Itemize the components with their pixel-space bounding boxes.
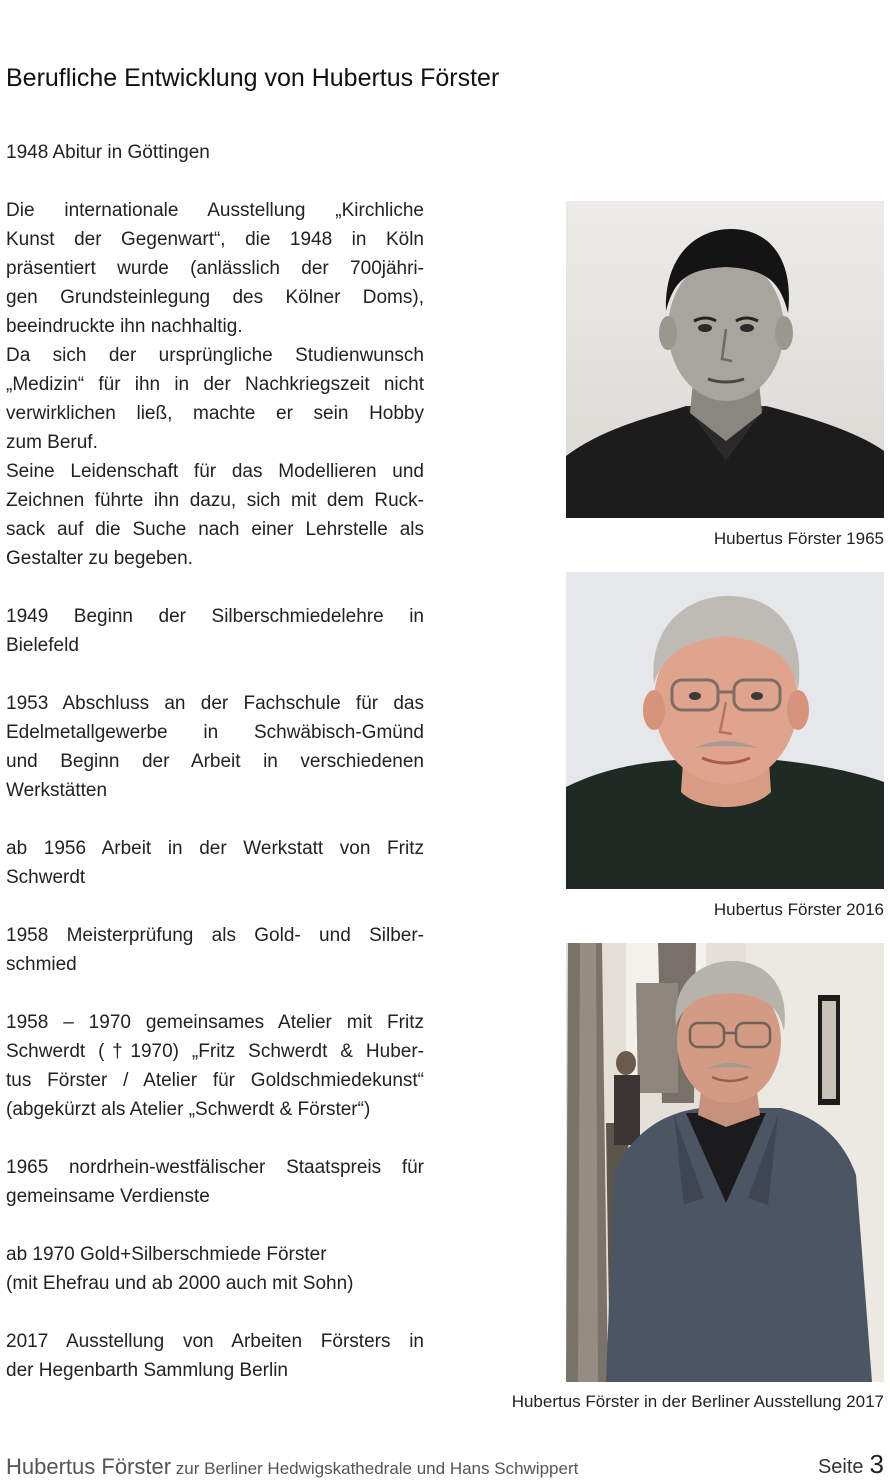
biography-entry [6, 1008, 424, 1124]
biography-entry [6, 1240, 424, 1298]
entry-spacer [6, 167, 424, 196]
text-line: schmied [6, 954, 77, 975]
biography-entry [6, 1153, 424, 1211]
entry-spacer [6, 805, 424, 834]
page-title: Berufliche Entwicklung von Hubertus Förster [6, 64, 500, 92]
biography-entry [6, 689, 424, 805]
portrait-2016-image [566, 572, 884, 889]
entry-spacer [6, 660, 424, 689]
text-line: Seine Leidenschaft für das Modellieren und [6, 461, 424, 482]
page-label: Seite [817, 1456, 864, 1478]
text-line: Schwerdt (†1970) „Fritz Schwerdt & Huber- [6, 1041, 424, 1062]
biography-entry [6, 921, 424, 979]
text-line: präsentiert wurde (anlässlich der 700jähri- [6, 258, 424, 279]
text-line: zum Beruf. [6, 432, 98, 453]
text-line: Gestalter zu begeben. [6, 548, 193, 569]
text-line: der Hegenbarth Sammlung Berlin [6, 1360, 288, 1381]
text-line: 1949 Beginn der Silberschmiedelehre in [6, 606, 424, 627]
footer-title [6, 1454, 578, 1480]
entry-spacer [6, 573, 424, 602]
entry-spacer [6, 1124, 424, 1153]
text-line: gemeinsame Verdienste [6, 1186, 210, 1207]
portrait-1965-image [566, 201, 884, 518]
footer-name: Hubertus Förster [6, 1454, 172, 1479]
photo-caption-2016: Hubertus Förster 2016 [713, 900, 884, 919]
text-line: Edelmetallgewerbe in Schwäbisch-Gmünd [6, 722, 424, 743]
portrait-1965 [566, 201, 884, 518]
entry-spacer [6, 1298, 424, 1327]
portrait-2017-exhibition [566, 943, 884, 1382]
text-line: 1953 Abschluss an der Fachschule für das [6, 693, 424, 714]
text-line: beeindruckte ihn nachhaltig. [6, 316, 243, 337]
text-line: Werkstätten [6, 780, 108, 801]
page-number: 3 [869, 1449, 884, 1479]
page-footer [6, 1450, 884, 1484]
biography-entry [6, 138, 424, 167]
text-line: Da sich der ursprüngliche Studienwunsch [6, 345, 424, 366]
text-line: (abgekürzt als Atelier „Schwerdt & Förster“) [6, 1099, 371, 1120]
entry-spacer [6, 979, 424, 1008]
text-line: Kunst der Gegenwart“, die 1948 in Köln [6, 229, 424, 250]
biography-entry [6, 196, 424, 573]
text-line: (mit Ehefrau und ab 2000 auch mit Sohn) [6, 1273, 354, 1294]
text-line: ab 1970 Gold+Silberschmiede Förster [6, 1244, 327, 1265]
biography-entry [6, 1327, 424, 1385]
portrait-2017-image [566, 943, 884, 1382]
photo-caption-2017: Hubertus Förster in der Berliner Ausstellung 2017 [511, 1392, 884, 1411]
photo-caption-1965: Hubertus Förster 1965 [713, 529, 884, 548]
text-line: gen Grundsteinlegung des Kölner Doms), [6, 287, 424, 308]
biography-entry [6, 602, 424, 660]
text-line: ab 1956 Arbeit in der Werkstatt von Fritz [6, 838, 424, 859]
text-line: 1948 Abitur in Göttingen [6, 142, 210, 163]
text-line: 1965 nordrhein-westfälischer Staatspreis für [6, 1157, 424, 1178]
entry-spacer [6, 892, 424, 921]
page-number-block [818, 1449, 884, 1480]
portrait-2016 [566, 572, 884, 889]
biography-entry [6, 834, 424, 892]
biography-text [6, 138, 424, 1385]
text-line: und Beginn der Arbeit in verschiedenen [6, 751, 424, 772]
text-line: verwirklichen ließ, machte er sein Hobby [6, 403, 424, 424]
text-line: Schwerdt [6, 867, 86, 888]
text-line: 1958 – 1970 gemeinsames Atelier mit Fritz [6, 1012, 424, 1033]
text-line: sack auf die Suche nach einer Lehrstelle als [6, 519, 424, 540]
text-line: „Medizin“ für ihn in der Nachkriegszeit nicht [6, 374, 424, 395]
text-line: tus Förster / Atelier für Goldschmiedekunst“ [6, 1070, 424, 1091]
entry-spacer [6, 1211, 424, 1240]
footer-subtitle: zur Berliner Hedwigskathedrale und Hans Schwippert [171, 1459, 579, 1478]
text-line: 2017 Ausstellung von Arbeiten Försters in [6, 1331, 424, 1352]
text-line: 1958 Meisterprüfung als Gold- und Silber- [6, 925, 424, 946]
text-line: Zeichnen führte ihn dazu, sich mit dem Ruck- [6, 490, 424, 511]
text-line: Die internationale Ausstellung „Kirchliche [6, 200, 424, 221]
text-line: Bielefeld [6, 635, 79, 656]
